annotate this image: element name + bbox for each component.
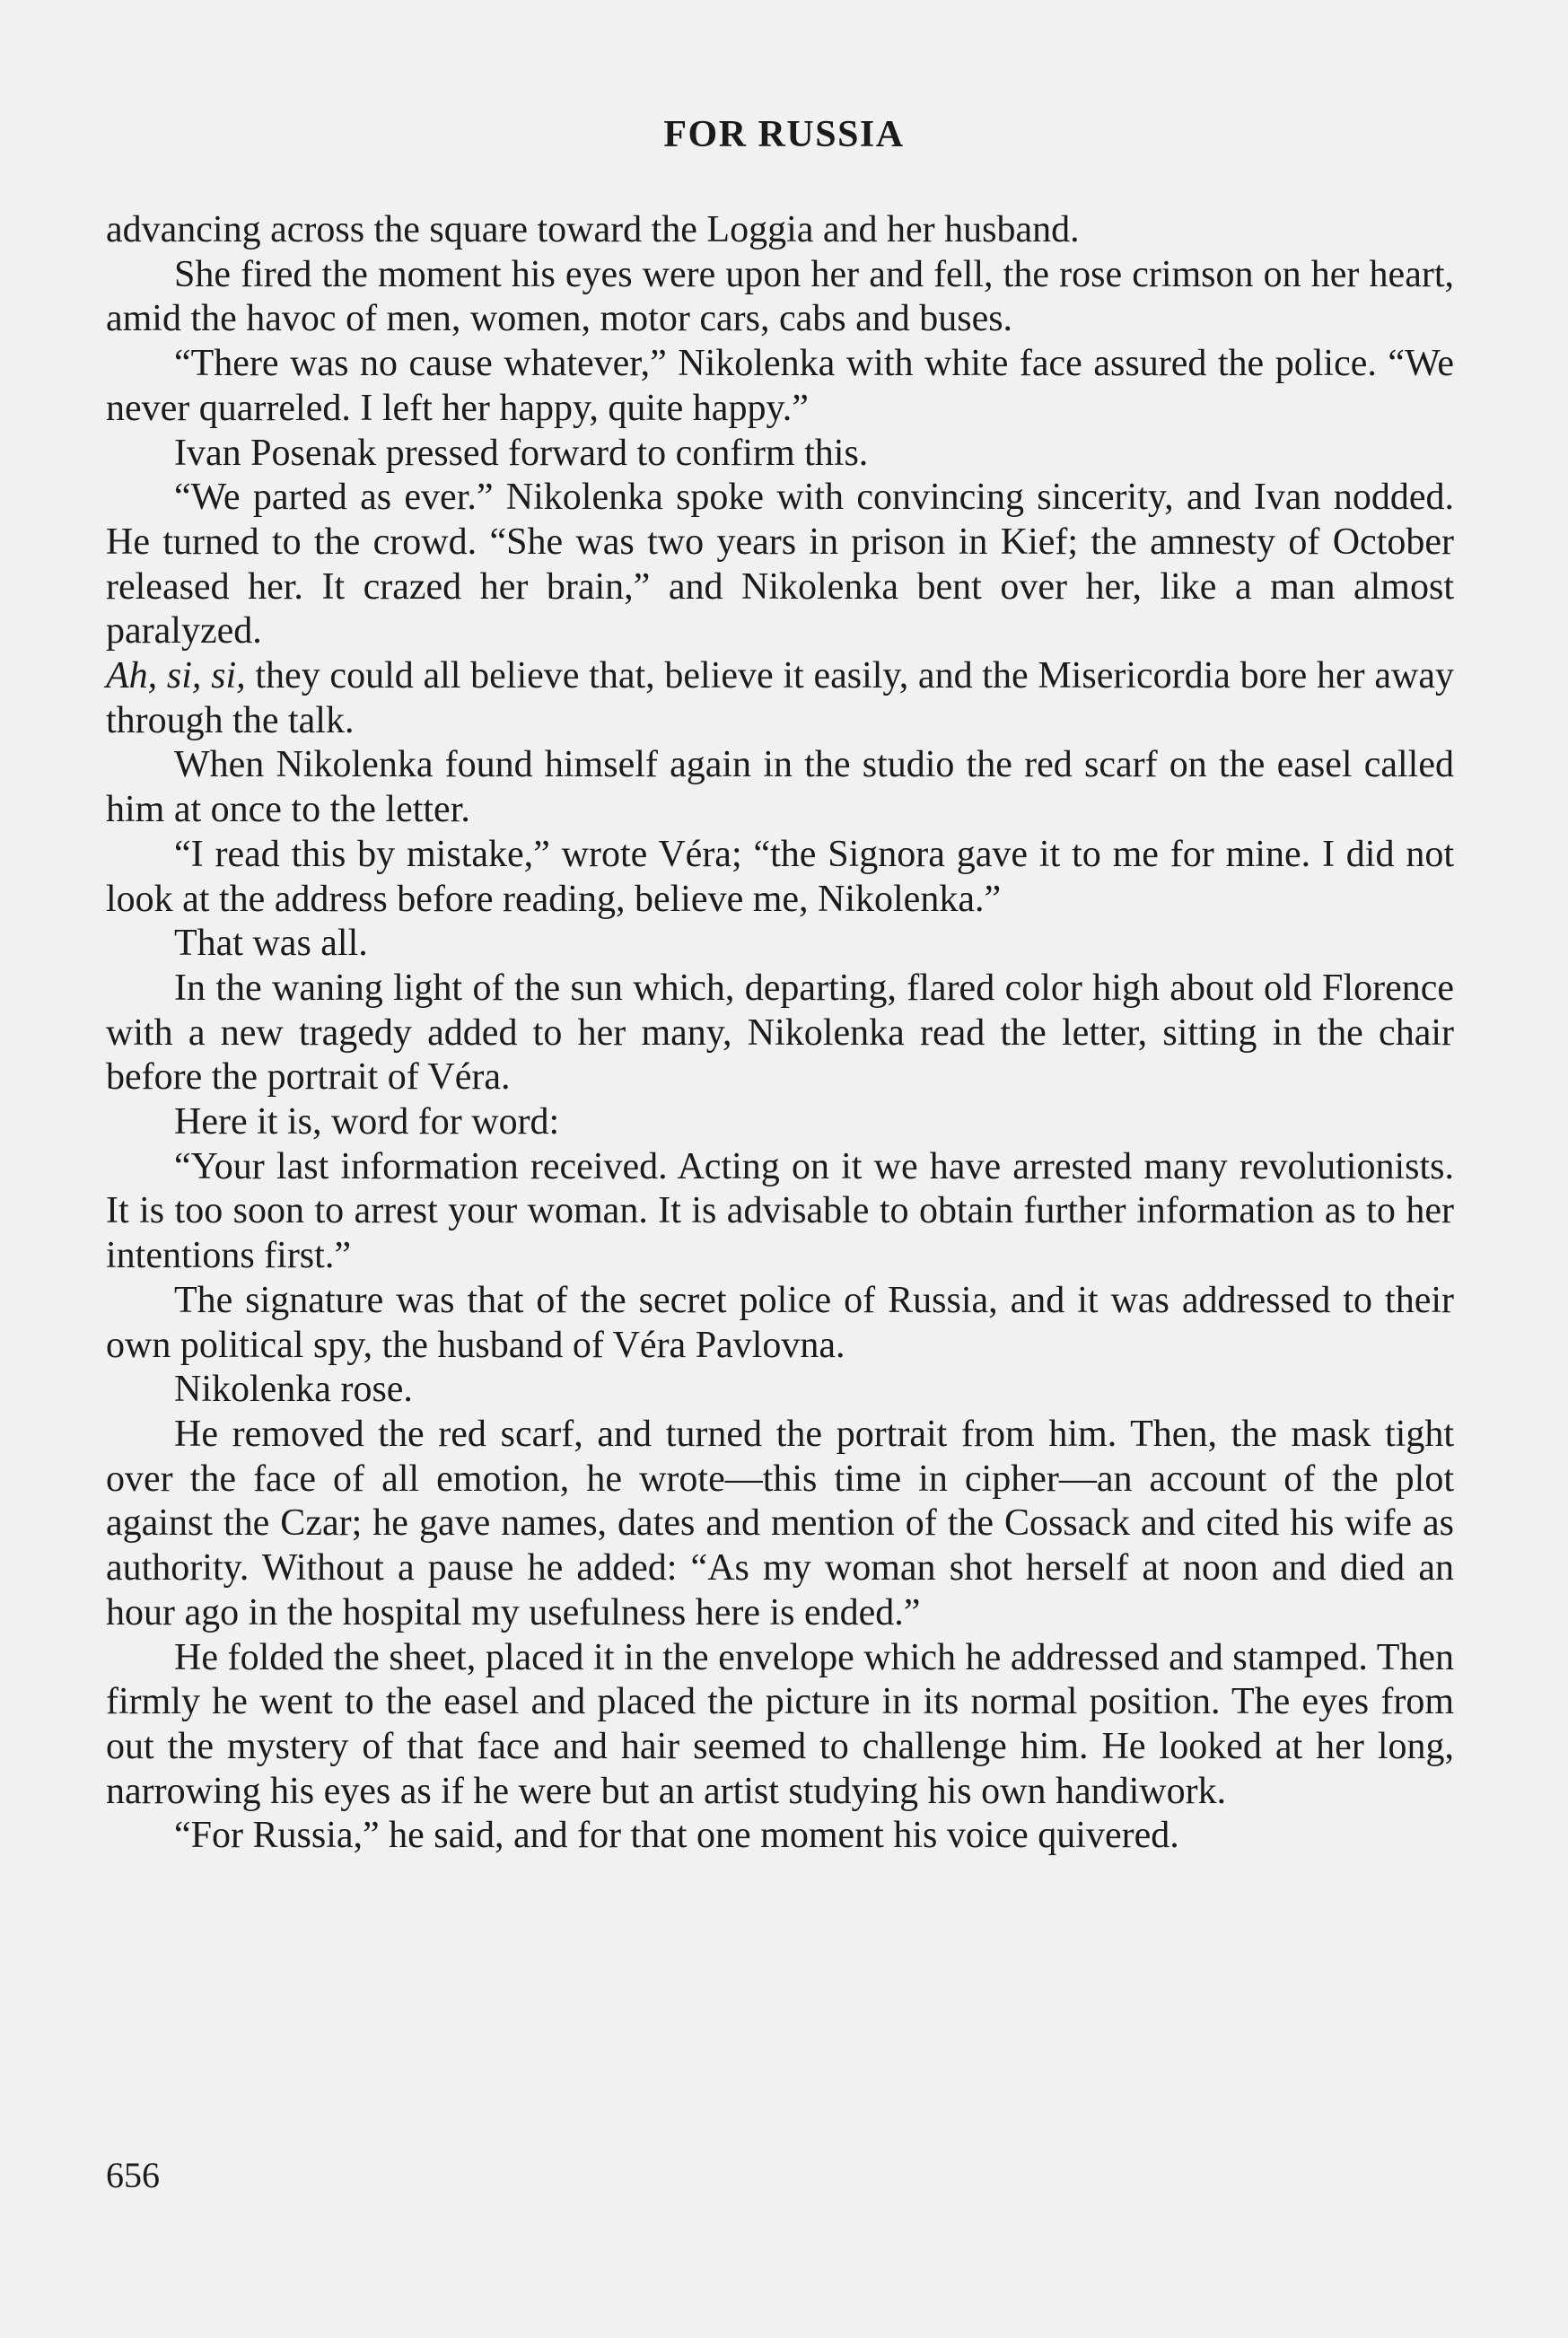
paragraph: Nikolenka rose. (174, 1369, 413, 1411)
paragraph: “Your last information received. Acting on it we have arrested many revolutionists. It is too soon to arrest your woman. It is advisable to obtain further information as to her intentions first.” (106, 1145, 1454, 1277)
italic-phrase: Ah, si, si, (106, 655, 246, 697)
paragraph: The signature was that of the secret police of Russia, and it was addressed to their own political spy, the husband of Véra Pavlovna. (106, 1279, 1454, 1366)
paragraph: “There was no cause whatever,” Nikolenka with white face assured the police. “We never quarreled. I left her happy, quite happy.” (106, 343, 1454, 429)
paragraph (106, 654, 1454, 743)
paragraph-text: they could all believe that, believe it easily, and the Misericordia bore her away through the talk. (106, 655, 1454, 741)
paragraph: He removed the red scarf, and turned the portrait from him. Then, the mask tight over the face of all emotion, he wrote—this time in cipher—an account of the plot against the Czar; he gave names, dates and mention of the Cossack and cited his wife as authority. Without a pause he added: “As my woman shot herself at noon and died an hour ago in the hospital my usefulness here is ended.” (106, 1413, 1454, 1633)
paragraph: “I read this by mistake,” wrote Véra; “the Signora gave it to me for mine. I did not look at the address before reading, believe me, Nikolenka.” (106, 833, 1454, 920)
paragraph: That was all. (174, 923, 368, 965)
page-number: 656 (106, 2155, 160, 2195)
paragraph: He folded the sheet, placed it in the envelope which he addressed and stamped. Then firmly he went to the easel and placed the picture in its normal position. The eyes from out the mystery of that face and hair seemed to challenge him. He looked at her long, narrowing his eyes as if he were but an artist studying his own handiwork. (106, 1636, 1454, 1812)
running-head: FOR RUSSIA (663, 114, 905, 155)
paragraph: In the waning light of the sun which, departing, flared color high about old Florence with a new tragedy added to her many, Nikolenka read the letter, sitting in the chair before the portrait of Véra. (106, 967, 1454, 1099)
paragraph: When Nikolenka found himself again in the studio the red scarf on the easel called him at once to the letter. (106, 744, 1454, 831)
paragraph: Here it is, word for word: (174, 1101, 560, 1143)
paragraph: “We parted as ever.” Nikolenka spoke with convincing sincerity, and Ivan nodded. He turned to the crowd. “She was two years in prison in Kief; the amnesty of October released her. It crazed her brain,” and Nikolenka bent over her, like a man almost paralyzed. (106, 477, 1454, 652)
paragraph: advancing across the square toward the Loggia and her husband. (106, 209, 1080, 250)
body-text (106, 208, 1454, 1859)
paragraph: “For Russia,” he said, and for that one moment his voice quivered. (174, 1815, 1179, 1857)
paragraph: Ivan Posenak pressed forward to confirm this. (174, 432, 869, 474)
paragraph: She fired the moment his eyes were upon her and fell, the rose crimson on her heart, amid the havoc of men, women, motor cars, cabs and buses. (106, 253, 1454, 340)
